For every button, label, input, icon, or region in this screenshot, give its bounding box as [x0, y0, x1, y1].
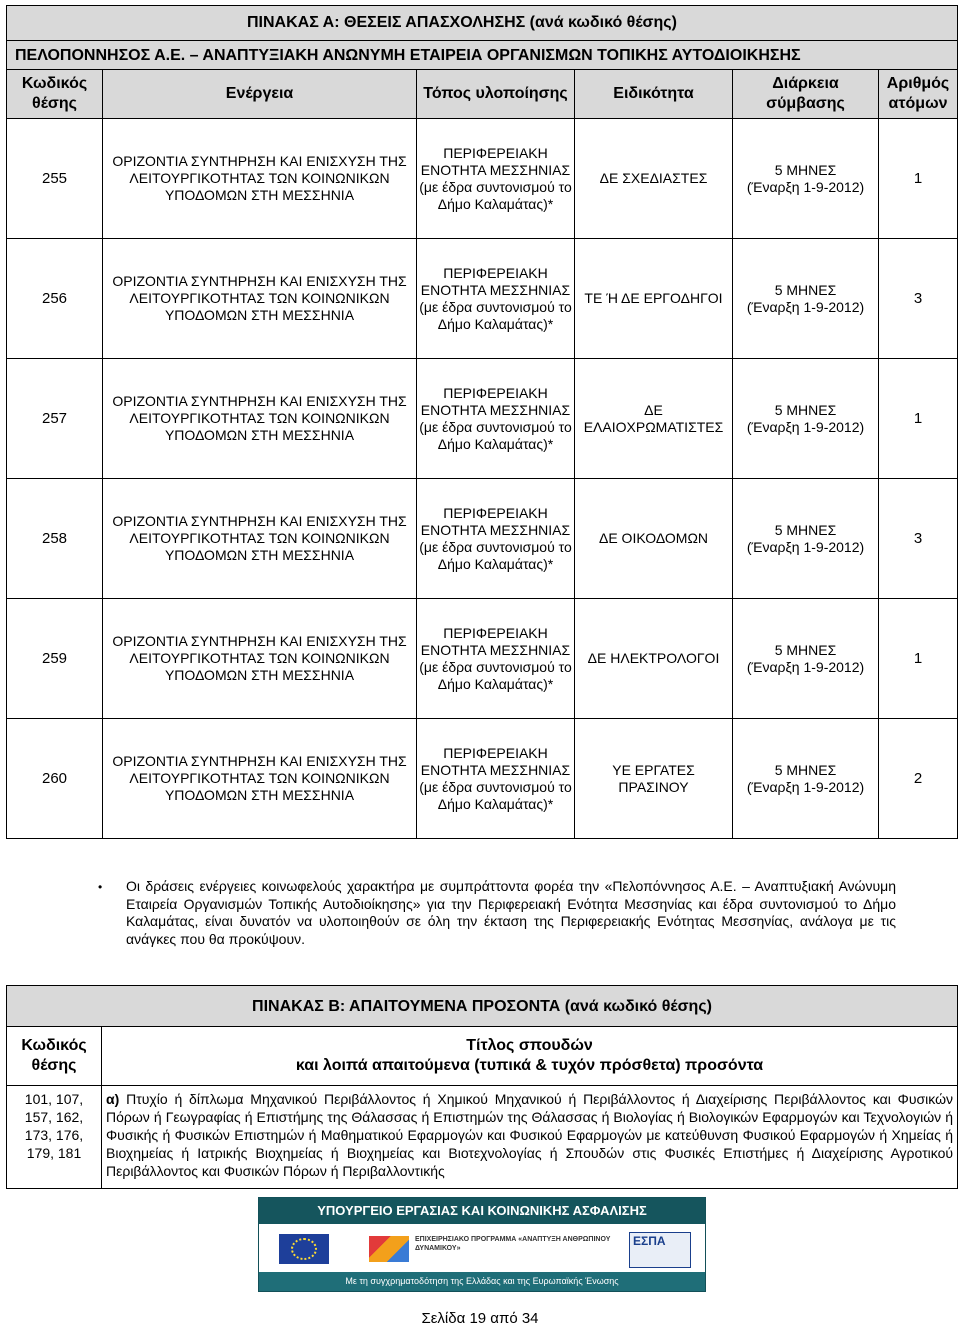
qualifications-table	[6, 985, 958, 1189]
row-duration	[733, 359, 879, 479]
table-a-subtitle: ΠΕΛΟΠΟΝΝΗΣΟΣ Α.Ε. – ΑΝΑΠΤΥΞΙΑΚΗ ΑΝΩΝΥΜΗ ΕΤΑΙΡΕΙΑ ΟΡΓΑΝΙΣΜΩΝ ΤΟΠΙΚΗΣ ΑΥΤΟΔΙΟΙΚΗΣΗΣ	[7, 41, 958, 70]
row-duration	[733, 479, 879, 599]
header-place: Τόπος υλοποίησης	[417, 70, 575, 119]
duration-months: 5 ΜΗΝΕΣ	[774, 281, 837, 298]
row-duration	[733, 599, 879, 719]
logos-strip	[259, 1224, 705, 1272]
row-code: 255	[7, 119, 103, 239]
row-place: ΠΕΡΙΦΕΡΕΙΑΚΗ ΕΝΟΤΗΤΑ ΜΕΣΣΗΝΙΑΣ (με έδρα συντονισμού το Δήμο Καλαμάτας)*	[417, 479, 575, 599]
row-specialty: ΤΕ Ή ΔΕ ΕΡΓΟΔΗΓΟΙ	[575, 239, 733, 359]
table-row	[7, 239, 958, 359]
row-specialty: ΔΕ ΕΛΑΙΟΧΡΩΜΑΤΙΣΤΕΣ	[575, 359, 733, 479]
row-count: 3	[879, 239, 958, 359]
table-row	[7, 719, 958, 839]
row-code: 258	[7, 479, 103, 599]
duration-months: 5 ΜΗΝΕΣ	[774, 401, 837, 418]
header-code: Κωδικός θέσης	[7, 1027, 102, 1086]
note-paragraph: Οι δράσεις ενέργειες κοινωφελούς χαρακτήρα με συμπράττοντα φορέα την «Πελοπόννησος Α.Ε. – Αναπτυξιακή Ανώνυμη Εταιρεία Οργανισμών Τοπικής Αυτοδιοίκησης» για την Περιφερειακή Ενότητα Μεσσηνίας και έδρα συντονισμού το Δήμο Καλαμάτας, είναι δυνατόν να υλοποιηθούν σε όλη την έκταση της Περιφερειακής Ενότητας Μεσσηνίας, ανάλογα με τις ανάγκες που θα προκύψουν.	[126, 878, 896, 947]
row-place: ΠΕΡΙΦΕΡΕΙΑΚΗ ΕΝΟΤΗΤΑ ΜΕΣΣΗΝΙΑΣ (με έδρα συντονισμού το Δήμο Καλαμάτας)*	[417, 239, 575, 359]
positions-table	[6, 5, 958, 839]
header-specialty: Ειδικότητα	[575, 70, 733, 119]
row-action: ΟΡΙΖΟΝΤΙΑ ΣΥΝΤΗΡΗΣΗ ΚΑΙ ΕΝΙΣΧΥΣΗ ΤΗΣ ΛΕΙΤΟΥΡΓΙΚΟΤΗΤΑΣ ΤΩΝ ΚΟΙΝΩΝΙΚΩΝ ΥΠΟΔΟΜΩΝ ΣΤΗ ΜΕΣΣΗΝΙΑ	[103, 719, 417, 839]
requirement-label: α)	[106, 1091, 120, 1107]
row-count: 1	[879, 599, 958, 719]
table-a-title: ΠΙΝΑΚΑΣ Α: ΘΕΣΕΙΣ ΑΠΑΣΧΟΛΗΣΗΣ (ανά κωδικό θέσης)	[7, 6, 958, 41]
table-row	[7, 599, 958, 719]
row-code: 256	[7, 239, 103, 359]
row-action: ΟΡΙΖΟΝΤΙΑ ΣΥΝΤΗΡΗΣΗ ΚΑΙ ΕΝΙΣΧΥΣΗ ΤΗΣ ΛΕΙΤΟΥΡΓΙΚΟΤΗΤΑΣ ΤΩΝ ΚΟΙΝΩΝΙΚΩΝ ΥΠΟΔΟΜΩΝ ΣΤΗ ΜΕΣΣΗΝΙΑ	[103, 479, 417, 599]
row-specialty: ΔΕ ΟΙΚΟΔΟΜΩΝ	[575, 479, 733, 599]
header-action: Ενέργεια	[103, 70, 417, 119]
duration-start: (Έναρξη 1-9-2012)	[746, 538, 865, 555]
duration-start: (Έναρξη 1-9-2012)	[746, 418, 865, 435]
row-specialty: ΔΕ ΣΧΕΔΙΑΣΤΕΣ	[575, 119, 733, 239]
requirement-text: Πτυχίο ή δίπλωμα Μηχανικού Περιβάλλοντος ή Χημικού Μηχανικού ή Περιβάλλοντος ή Διαχείρισης Περιβάλλοντος και Φυσικών Πόρων ή Γεωγραφίας ή Επιστήμης της Θάλασσας ή Επιστημών της Θάλασσας ή Βιολογίας ή Βιολογικών Εφαρμογών και Τεχνολογιών ή Φυσικής ή Φυσικών Επιστημών ή Μαθηματικού Εφαρμογών και Φυσικού Εφαρμογών με κατεύθυνση Φυσικού Εφαρμογών ή Χημείας ή Βιοχημείας ή Ιατρικής Βιοχημείας ή Βιοχημείας και Βιοτεχνολογίας ή Σπουδών στις Φυσικές Επιστήμες ή Διαχείρισης Αγροτικού Περιβάλλοντος και Φυσικών Πόρων ή Περιβαλλοντικής	[106, 1091, 954, 1179]
operational-program-logo	[369, 1236, 409, 1262]
row-action: ΟΡΙΖΟΝΤΙΑ ΣΥΝΤΗΡΗΣΗ ΚΑΙ ΕΝΙΣΧΥΣΗ ΤΗΣ ΛΕΙΤΟΥΡΓΙΚΟΤΗΤΑΣ ΤΩΝ ΚΟΙΝΩΝΙΚΩΝ ΥΠΟΔΟΜΩΝ ΣΤΗ ΜΕΣΣΗΝΙΑ	[103, 119, 417, 239]
funding-banner	[258, 1197, 706, 1292]
row-code: 257	[7, 359, 103, 479]
row-action: ΟΡΙΖΟΝΤΙΑ ΣΥΝΤΗΡΗΣΗ ΚΑΙ ΕΝΙΣΧΥΣΗ ΤΗΣ ΛΕΙΤΟΥΡΓΙΚΟΤΗΤΑΣ ΤΩΝ ΚΟΙΝΩΝΙΚΩΝ ΥΠΟΔΟΜΩΝ ΣΤΗ ΜΕΣΣΗΝΙΑ	[103, 599, 417, 719]
espa-label: ΕΣΠΑ	[633, 1234, 666, 1248]
ministry-label: ΥΠΟΥΡΓΕΙΟ ΕΡΓΑΣΙΑΣ ΚΑΙ ΚΟΙΝΩΝΙΚΗΣ ΑΣΦΑΛΙΣΗΣ	[259, 1198, 705, 1224]
requirements-cell	[102, 1086, 958, 1189]
table-row	[7, 479, 958, 599]
table-row	[7, 1086, 958, 1189]
header-requirements-title: Τίτλος σπουδών	[466, 1037, 593, 1054]
row-duration	[733, 719, 879, 839]
header-count: Αριθμός ατόμων	[879, 70, 958, 119]
row-count: 3	[879, 479, 958, 599]
duration-start: (Έναρξη 1-9-2012)	[746, 658, 865, 675]
operational-program-text: ΕΠΙΧΕΙΡΗΣΙΑΚΟ ΠΡΟΓΡΑΜΜΑ «ΑΝΑΠΤΥΞΗ ΑΝΘΡΩΠΙΝΟΥ ΔΥΝΑΜΙΚΟΥ»	[415, 1236, 611, 1252]
table-row	[7, 359, 958, 479]
row-place: ΠΕΡΙΦΕΡΕΙΑΚΗ ΕΝΟΤΗΤΑ ΜΕΣΣΗΝΙΑΣ (με έδρα συντονισμού το Δήμο Καλαμάτας)*	[417, 119, 575, 239]
cofunding-label: Με τη συγχρηματοδότηση της Ελλάδας και της Ευρωπαϊκής Ένωσης	[345, 1276, 619, 1286]
row-place: ΠΕΡΙΦΕΡΕΙΑΚΗ ΕΝΟΤΗΤΑ ΜΕΣΣΗΝΙΑΣ (με έδρα συντονισμού το Δήμο Καλαμάτας)*	[417, 599, 575, 719]
row-code: 260	[7, 719, 103, 839]
duration-start: (Έναρξη 1-9-2012)	[746, 778, 865, 795]
row-duration	[733, 239, 879, 359]
duration-months: 5 ΜΗΝΕΣ	[774, 641, 837, 658]
table-b-title: ΠΙΝΑΚΑΣ Β: ΑΠΑΙΤΟΥΜΕΝΑ ΠΡΟΣΟΝΤΑ (ανά κωδικό θέσης)	[7, 986, 958, 1027]
duration-months: 5 ΜΗΝΕΣ	[774, 521, 837, 538]
row-specialty: ΥΕ ΕΡΓΑΤΕΣ ΠΡΑΣΙΝΟΥ	[575, 719, 733, 839]
position-codes: 101, 107, 157, 162, 173, 176, 179, 181	[7, 1086, 102, 1189]
header-duration: Διάρκεια σύμβασης	[733, 70, 879, 119]
header-requirements-subtitle: και λοιπά απαιτούμενα (τυπικά & τυχόν πρόσθετα) προσόντα	[295, 1057, 764, 1074]
duration-start: (Έναρξη 1-9-2012)	[746, 178, 865, 195]
row-count: 2	[879, 719, 958, 839]
row-action: ΟΡΙΖΟΝΤΙΑ ΣΥΝΤΗΡΗΣΗ ΚΑΙ ΕΝΙΣΧΥΣΗ ΤΗΣ ΛΕΙΤΟΥΡΓΙΚΟΤΗΤΑΣ ΤΩΝ ΚΟΙΝΩΝΙΚΩΝ ΥΠΟΔΟΜΩΝ ΣΤΗ ΜΕΣΣΗΝΙΑ	[103, 239, 417, 359]
duration-start: (Έναρξη 1-9-2012)	[746, 298, 865, 315]
header-code: Κωδικός θέσης	[7, 70, 103, 119]
duration-months: 5 ΜΗΝΕΣ	[774, 161, 837, 178]
eu-stars-icon	[291, 1238, 317, 1260]
row-place: ΠΕΡΙΦΕΡΕΙΑΚΗ ΕΝΟΤΗΤΑ ΜΕΣΣΗΝΙΑΣ (με έδρα συντονισμού το Δήμο Καλαμάτας)*	[417, 359, 575, 479]
header-requirements	[102, 1027, 958, 1086]
row-specialty: ΔΕ ΗΛΕΚΤΡΟΛΟΓΟΙ	[575, 599, 733, 719]
row-place: ΠΕΡΙΦΕΡΕΙΑΚΗ ΕΝΟΤΗΤΑ ΜΕΣΣΗΝΙΑΣ (με έδρα συντονισμού το Δήμο Καλαμάτας)*	[417, 719, 575, 839]
row-count: 1	[879, 119, 958, 239]
row-action: ΟΡΙΖΟΝΤΙΑ ΣΥΝΤΗΡΗΣΗ ΚΑΙ ΕΝΙΣΧΥΣΗ ΤΗΣ ΛΕΙΤΟΥΡΓΙΚΟΤΗΤΑΣ ΤΩΝ ΚΟΙΝΩΝΙΚΩΝ ΥΠΟΔΟΜΩΝ ΣΤΗ ΜΕΣΣΗΝΙΑ	[103, 359, 417, 479]
row-duration	[733, 119, 879, 239]
page-number: Σελίδα 19 από 34	[421, 1310, 539, 1327]
duration-months: 5 ΜΗΝΕΣ	[774, 761, 837, 778]
note-bullet: •	[98, 880, 103, 894]
row-code: 259	[7, 599, 103, 719]
row-count: 1	[879, 359, 958, 479]
table-row	[7, 119, 958, 239]
